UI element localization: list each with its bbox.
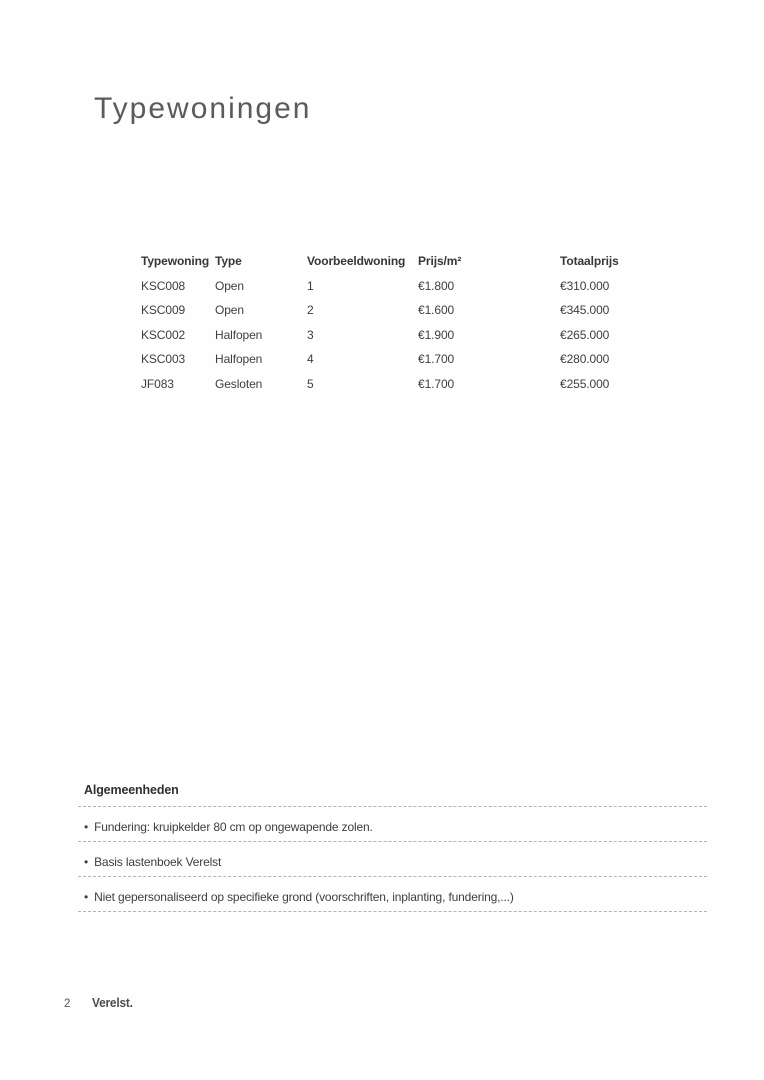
- cell-type: Open: [215, 303, 244, 318]
- list-item-text: Fundering: kruipkelder 80 cm op ongewapende zolen.: [94, 820, 373, 834]
- cell-totaalprijs: €345.000: [560, 303, 610, 318]
- cell-voorbeeldwoning: 4: [307, 352, 314, 367]
- algemeenheden-section: [78, 782, 707, 912]
- table-row: [141, 323, 660, 348]
- table-row: [141, 372, 660, 397]
- section-heading: Algemeenheden: [84, 783, 179, 797]
- col-header-totaalprijs: Totaalprijs: [560, 254, 619, 269]
- cell-type: Open: [215, 278, 244, 293]
- cell-type: Gesloten: [215, 376, 263, 391]
- bullet-icon: •: [84, 820, 89, 834]
- page-footer: [64, 996, 135, 1010]
- page-title: Typewoningen: [94, 92, 312, 125]
- cell-voorbeeldwoning: 5: [307, 376, 314, 391]
- cell-voorbeeldwoning: 2: [307, 303, 314, 318]
- cell-voorbeeldwoning: 1: [307, 278, 314, 293]
- cell-totaalprijs: €310.000: [560, 278, 610, 293]
- table-row: [141, 347, 660, 372]
- cell-totaalprijs: €265.000: [560, 327, 610, 342]
- cell-prijs-m2: €1.600: [418, 303, 455, 318]
- list-item: [78, 807, 707, 841]
- cell-voorbeeldwoning: 3: [307, 327, 314, 342]
- list-item-text: Basis lastenboek Verelst: [94, 855, 222, 869]
- col-header-type: Type: [215, 254, 242, 269]
- table-row: [141, 274, 660, 299]
- cell-typewoning: KSC003: [141, 352, 186, 367]
- dashed-divider: [78, 911, 707, 912]
- cell-prijs-m2: €1.800: [418, 278, 455, 293]
- table-header-row: [141, 249, 660, 274]
- cell-type: Halfopen: [215, 327, 263, 342]
- cell-totaalprijs: €255.000: [560, 376, 610, 391]
- col-header-prijs-m2: Prijs/m²: [418, 254, 462, 269]
- cell-typewoning: JF083: [141, 376, 174, 391]
- col-header-typewoning: Typewoning: [141, 254, 210, 269]
- list-item: [78, 842, 707, 876]
- cell-typewoning: KSC002: [141, 327, 186, 342]
- bullet-icon: •: [84, 855, 89, 869]
- brand-logo: Verelst.: [92, 996, 134, 1010]
- list-item: [78, 877, 707, 911]
- list-item-text: Niet gepersonaliseerd op specifieke grond (voorschriften, inplanting, fundering,...): [94, 890, 514, 904]
- cell-prijs-m2: €1.900: [418, 327, 455, 342]
- col-header-voorbeeldwoning: Voorbeeldwoning: [307, 254, 406, 269]
- cell-totaalprijs: €280.000: [560, 352, 610, 367]
- bullet-icon: •: [84, 890, 89, 904]
- page-number: 2: [64, 998, 71, 1010]
- cell-prijs-m2: €1.700: [418, 352, 455, 367]
- cell-typewoning: KSC008: [141, 278, 186, 293]
- cell-typewoning: KSC009: [141, 303, 186, 318]
- typewoningen-table: [141, 249, 660, 396]
- cell-type: Halfopen: [215, 352, 263, 367]
- table-row: [141, 298, 660, 323]
- cell-prijs-m2: €1.700: [418, 376, 455, 391]
